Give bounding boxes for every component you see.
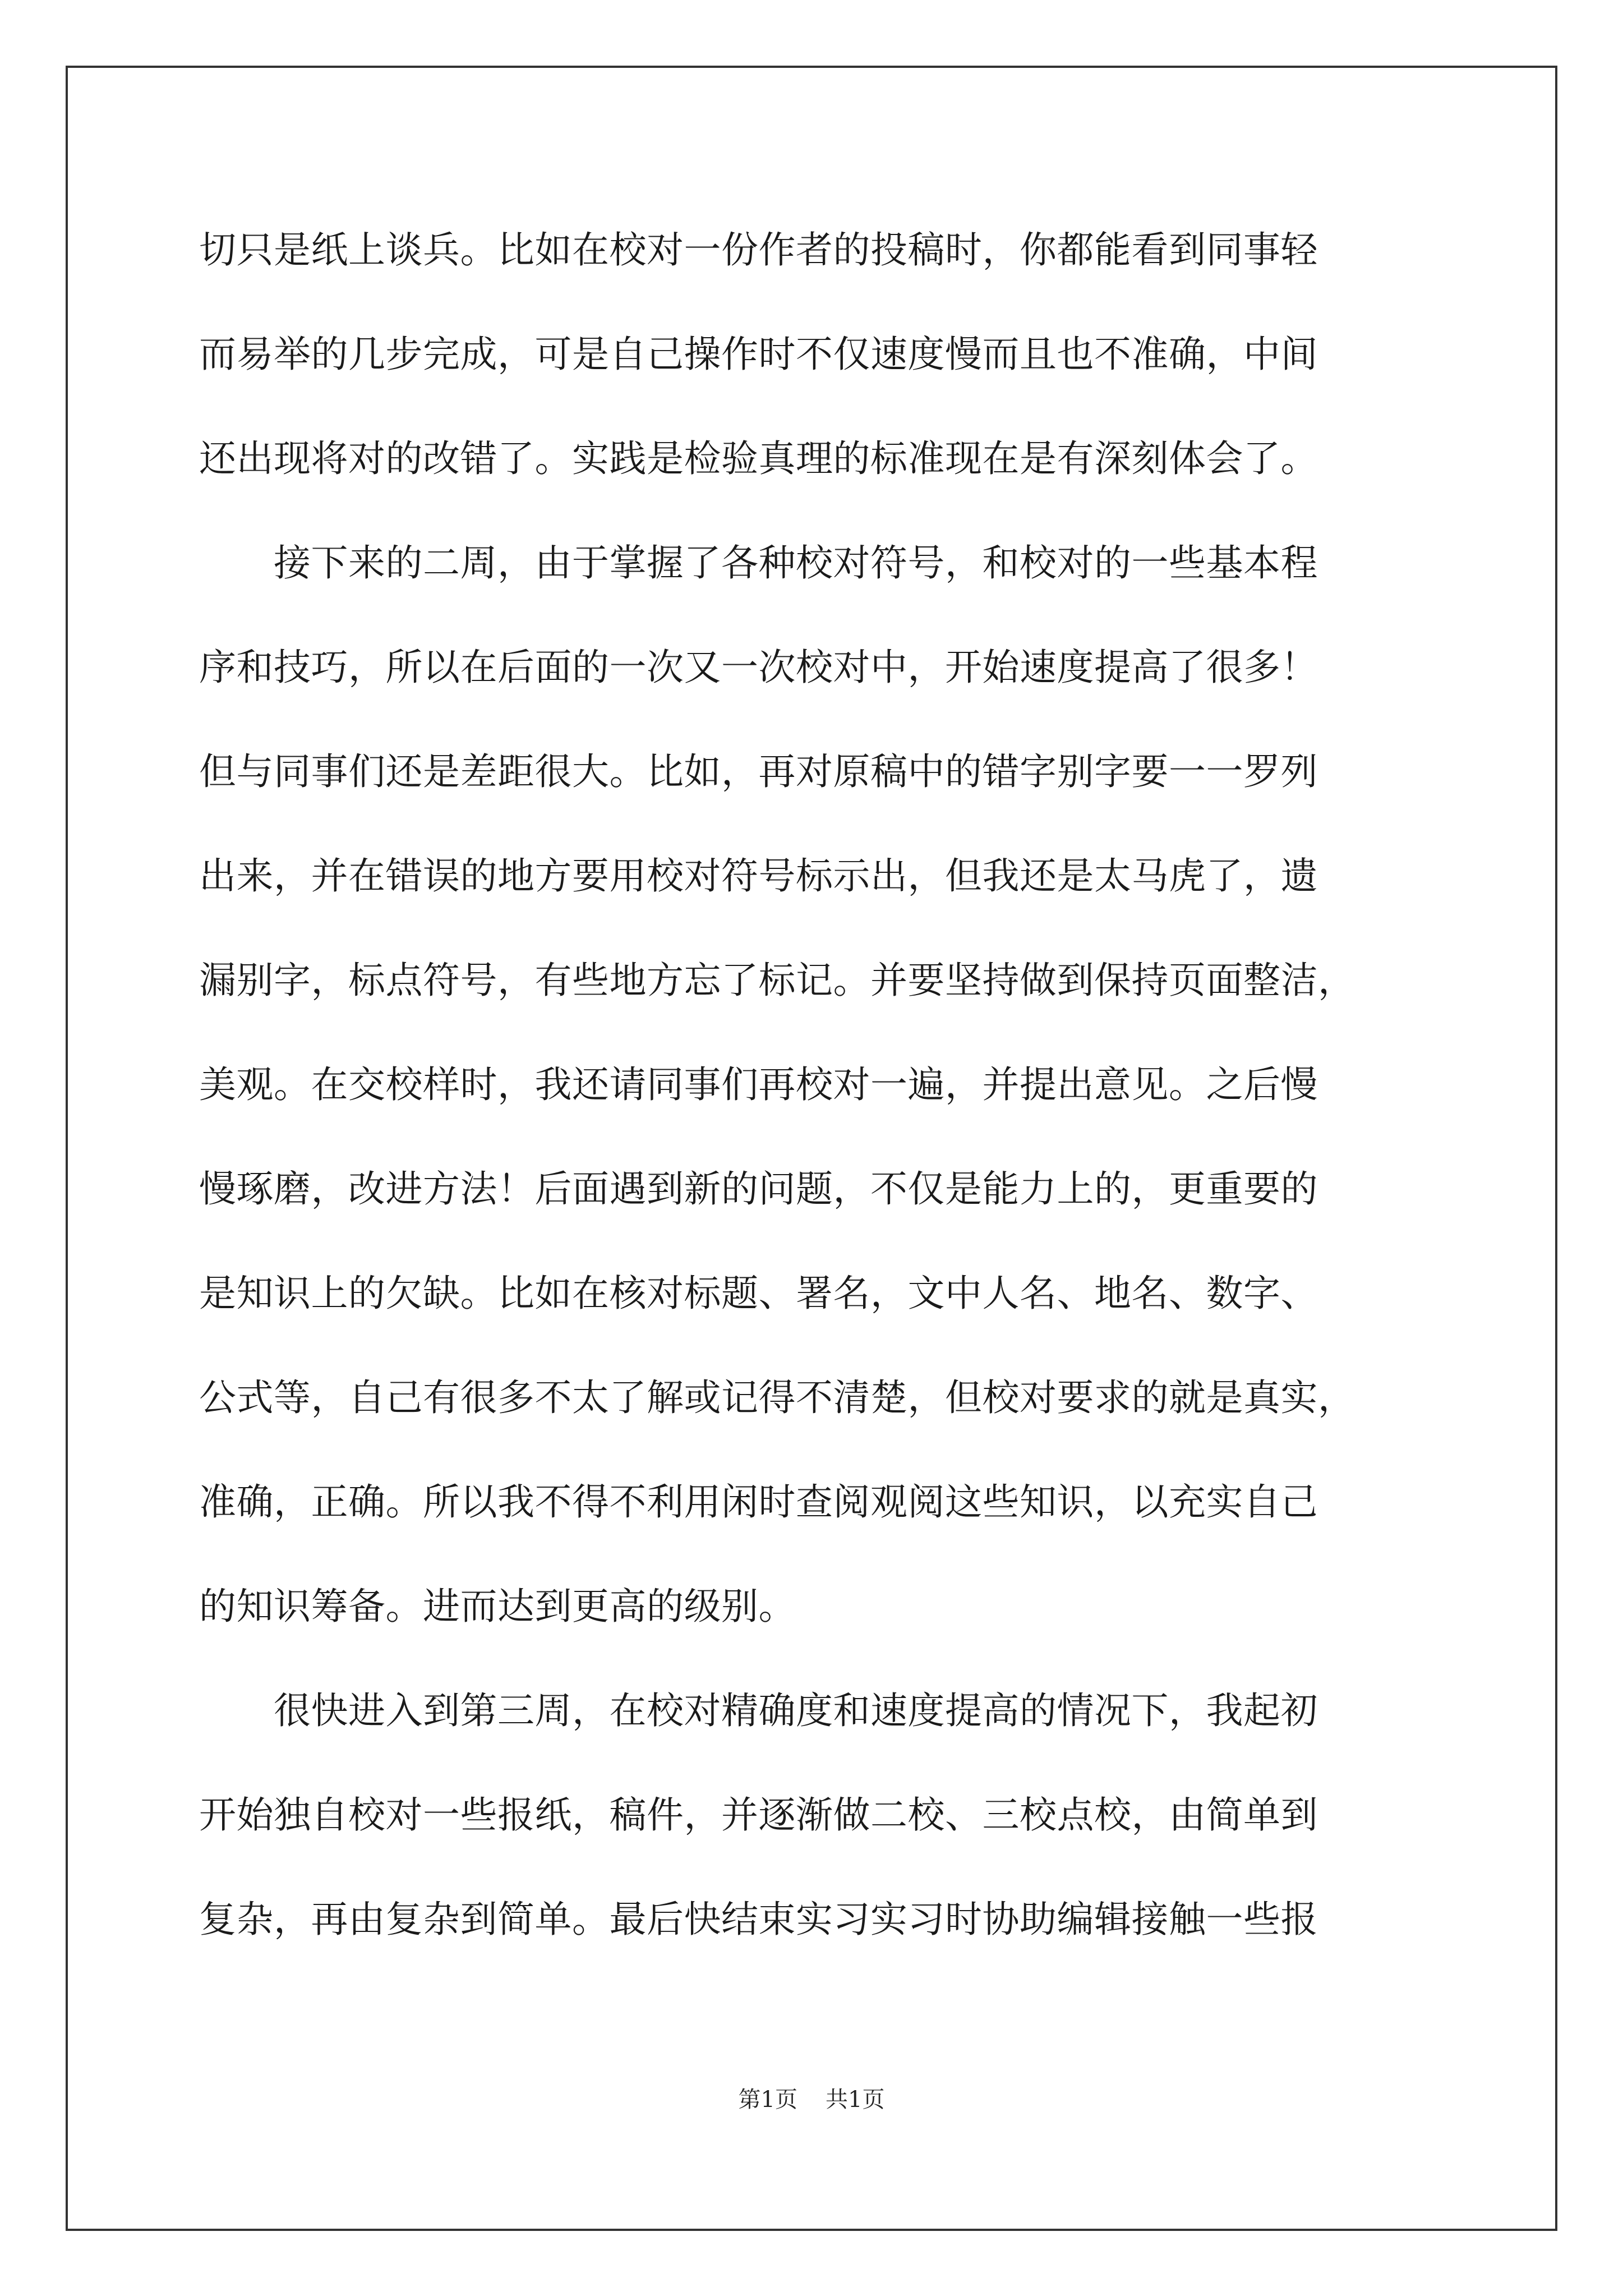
text-line: 准确，正确。所以我不得不利用闲时查阅观阅这些知识，以充实自己 xyxy=(199,1480,1318,1524)
text-line: 开始独自校对一些报纸，稿件，并逐渐做二校、三校点校，由简单到 xyxy=(199,1793,1318,1837)
text-line: 而易举的几步完成，可是自己操作时不仅速度慢而且也不准确，中间 xyxy=(199,333,1318,376)
text-line: 但与同事们还是差距很大。比如，再对原稿中的错字别字要一一罗列 xyxy=(199,750,1318,793)
text-line: 公式等，自己有很多不太了解或记得不清楚，但校对要求的就是真实， xyxy=(199,1376,1355,1419)
text-line: 序和技巧，所以在后面的一次又一次校对中，开始速度提高了很多！ xyxy=(199,646,1318,689)
text-line: 慢琢磨，改进方法！后面遇到新的问题，不仅是能力上的，更重要的 xyxy=(199,1167,1318,1211)
page-number: 第1页 xyxy=(738,2087,797,2113)
text-line: 漏别字，标点符号，有些地方忘了标记。并要坚持做到保持页面整洁， xyxy=(199,959,1355,1002)
text-line: 是知识上的欠缺。比如在核对标题、署名，文中人名、地名、数字、 xyxy=(199,1272,1318,1315)
text-line: 还出现将对的改错了。实践是检验真理的标准现在是有深刻体会了。 xyxy=(199,437,1318,480)
text-line: 的知识筹备。进而达到更高的级别。 xyxy=(199,1585,796,1628)
text-line: 接下来的二周，由于掌握了各种校对符号，和校对的一些基本程 xyxy=(199,541,1318,585)
text-line: 复杂，再由复杂到简单。最后快结束实习实习时协助编辑接触一些报 xyxy=(199,1898,1318,1941)
text-line: 很快进入到第三周，在校对精确度和速度提高的情况下，我起初 xyxy=(199,1689,1318,1732)
text-line: 美观。在交校样时，我还请同事们再校对一遍，并提出意见。之后慢 xyxy=(199,1063,1318,1106)
page-total: 共1页 xyxy=(826,2087,885,2113)
text-line: 出来，并在错误的地方要用校对符号标示出，但我还是太马虎了，遗 xyxy=(199,854,1318,898)
text-line: 切只是纸上谈兵。比如在校对一份作者的投稿时，你都能看到同事轻 xyxy=(199,228,1318,272)
page-footer xyxy=(0,2084,1623,2115)
